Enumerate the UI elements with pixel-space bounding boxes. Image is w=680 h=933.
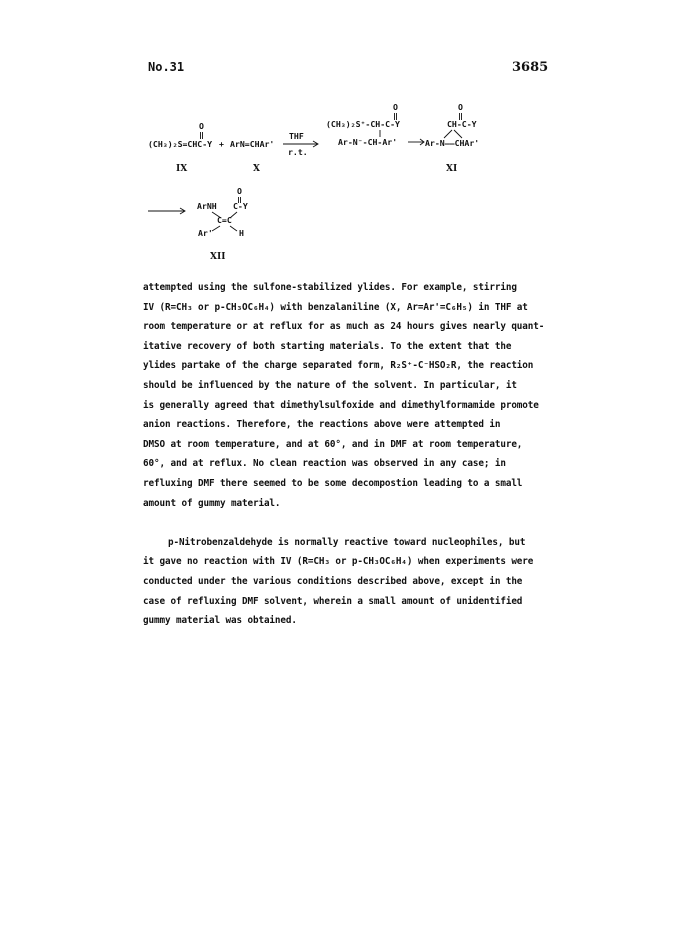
product-carbonyl: C-Y <box>233 201 248 211</box>
paragraph <box>143 278 563 513</box>
text-line: conducted under the various conditions described above, except in the <box>143 575 523 587</box>
page-number: 3685 <box>512 60 549 75</box>
oxygen-atom: O <box>458 102 463 112</box>
text-line: anion reactions. Therefore, the reactions above were attempted in <box>143 419 501 431</box>
text-line: case of refluxing DMF solvent, wherein a small amount of unidentified <box>143 595 523 607</box>
compound-label-xi: XI <box>446 164 458 174</box>
imine-formula: ArN=CHAr' <box>230 139 275 149</box>
ylide-formula: (CH₃)₂S=CHC-Y <box>148 139 213 149</box>
text-line: should be influenced by the nature of the solvent. In particular, it <box>143 379 517 391</box>
text-line: attempted using the sulfone-stabilized ylides. For example, stirring <box>143 282 517 293</box>
text-line: amount of gummy material. <box>143 497 281 509</box>
product-arnh: ArNH <box>197 201 217 211</box>
aziridine-top: CH-C-Y <box>447 119 477 129</box>
product-aryl: Ar' <box>198 228 213 238</box>
text-line: is generally agreed that dimethylsulfoxide and dimethylformamide promote <box>143 399 539 411</box>
text-line: room temperature or at reflux for as much as 24 hours gives nearly quant- <box>143 321 545 333</box>
oxygen-atom: O <box>237 186 242 196</box>
compound-label-x: X <box>253 164 260 174</box>
text-line: it gave no reaction with IV (R=CH₃ or p-CH₃OC₆H₄) when experiments were <box>143 556 534 568</box>
text-line: itative recovery of both starting materials. To the extent that the <box>143 340 512 352</box>
text-line: 60°, and at reflux. No clean reaction was observed in any case; in <box>143 458 506 470</box>
aziridine-bottom: Ar-N——CHAr' <box>425 138 480 148</box>
text-line: refluxing DMF there seemed to be some decompostion leading to a small <box>143 477 523 489</box>
product-alkene: C=C <box>217 215 232 225</box>
ring-bond <box>454 130 462 138</box>
condition-solvent: THF <box>289 131 304 141</box>
condition-temperature: r.t. <box>288 147 308 157</box>
text-line: DMSO at room temperature, and at 60°, and in DMF at room temperature, <box>143 438 523 450</box>
paragraph <box>143 533 563 631</box>
journal-issue-number: No.31 <box>148 60 185 74</box>
ring-bond <box>444 130 452 138</box>
product-bond <box>212 226 220 231</box>
compound-label-ix: IX <box>176 164 188 174</box>
product-hydrogen: H <box>239 228 244 238</box>
plus-sign: + <box>219 139 224 149</box>
reaction-scheme <box>0 0 680 270</box>
text-line: gummy material was obtained. <box>143 615 297 627</box>
product-bond <box>230 226 237 231</box>
body-text <box>143 278 563 631</box>
text-line: p-Nitrobenzaldehyde is normally reactive toward nucleophiles, but <box>168 536 526 548</box>
text-line: ylides partake of the charge separated form, R₂S⁺-C⁻HSO₂R, the reaction <box>143 360 534 372</box>
oxygen-atom: O <box>393 102 398 112</box>
text-line: IV (R=CH₃ or p-CH₃OC₆H₄) with benzalaniline (X, Ar=Ar'=C₆H₅) in THF at <box>143 301 528 313</box>
oxygen-atom: O <box>199 121 204 131</box>
betaine-sulfonium: (CH₃)₂S⁺-CH-C-Y <box>326 119 400 129</box>
compound-label-xii: XII <box>210 252 226 262</box>
betaine-amide: Ar-N⁻-CH-Ar' <box>338 137 398 147</box>
